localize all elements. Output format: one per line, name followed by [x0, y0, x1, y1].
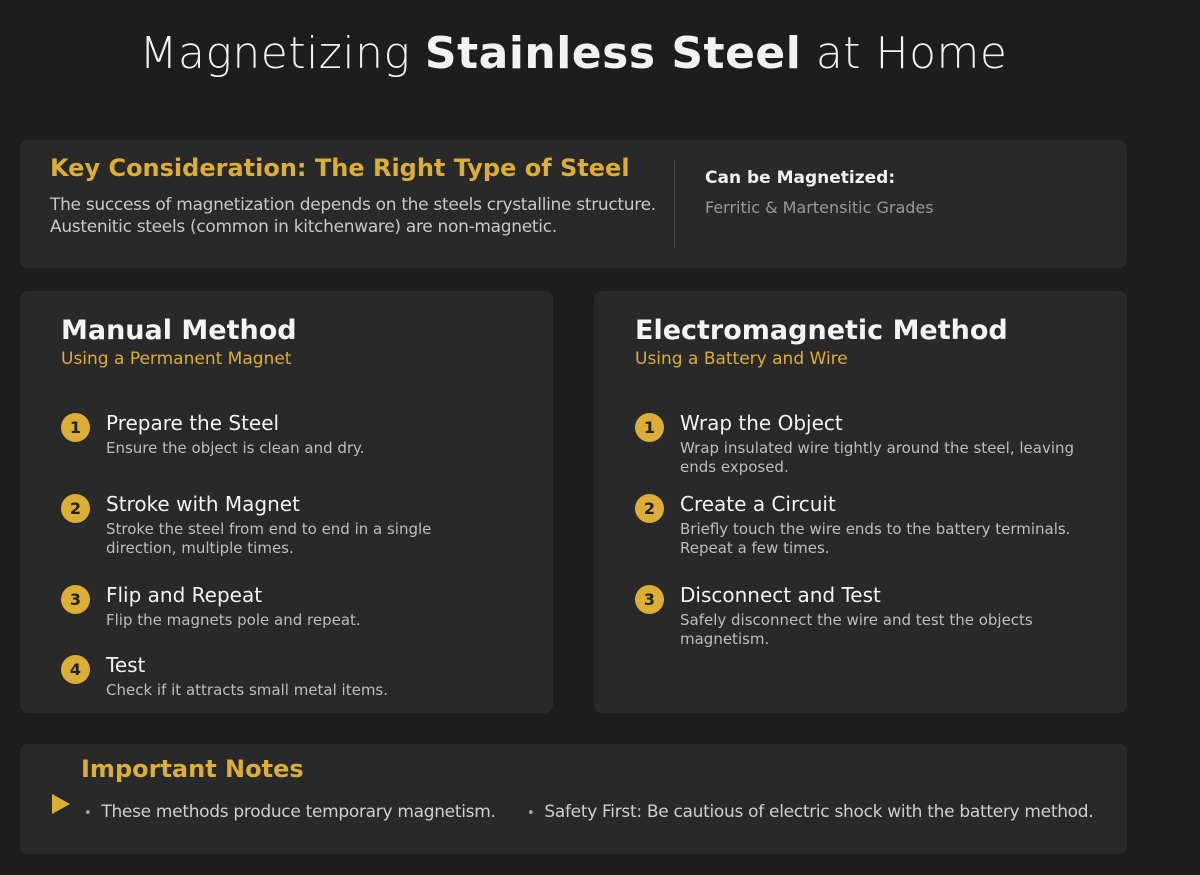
- method-subtitle: Using a Battery and Wire: [635, 349, 848, 369]
- note-item: • Safety First: Be cautious of electric shock with the battery method.: [527, 802, 1093, 822]
- title-post: at Home: [801, 28, 1008, 79]
- step-number: 2: [61, 494, 90, 523]
- step-title: Flip and Repeat: [106, 583, 263, 607]
- step-title: Wrap the Object: [680, 411, 843, 435]
- step-desc: Flip the magnets pole and repeat.: [106, 611, 361, 629]
- page-title: [0, 28, 1147, 79]
- can-magnetize-label: Can be Magnetized:: [705, 168, 896, 188]
- step-desc: Stroke the steel from end to end in a single direction, multiple times.: [106, 520, 432, 557]
- step-number: 3: [635, 585, 664, 614]
- step-number: 4: [61, 655, 90, 684]
- step-number: 2: [635, 494, 664, 523]
- step-title: Test: [106, 653, 146, 677]
- step-title: Disconnect and Test: [680, 583, 881, 607]
- play-arrow-icon: [52, 794, 70, 814]
- title-bold: Stainless Steel: [424, 28, 802, 79]
- notes-heading: Important Notes: [81, 755, 304, 783]
- key-consideration-card: [20, 140, 1127, 268]
- electromagnetic-method-card: [594, 291, 1127, 713]
- manual-method-card: [20, 291, 553, 713]
- step-desc: Wrap insulated wire tightly around the steel, leaving ends exposed.: [680, 439, 1075, 476]
- step-number: 1: [635, 413, 664, 442]
- method-subtitle: Using a Permanent Magnet: [61, 349, 292, 369]
- note-item: • These methods produce temporary magnetism.: [84, 802, 496, 822]
- divider: [674, 160, 675, 248]
- step-number: 3: [61, 585, 90, 614]
- key-heading: Key Consideration: The Right Type of Steel: [50, 154, 630, 182]
- step-title: Stroke with Magnet: [106, 492, 300, 516]
- method-title: Manual Method: [61, 315, 297, 346]
- step-desc: Check if it attracts small metal items.: [106, 681, 389, 699]
- key-description: The success of magnetization depends on the steels crystalline structure. Austenitic steels (common in kitchenware) are non-magnetic.: [50, 195, 656, 237]
- step-title: Prepare the Steel: [106, 411, 280, 435]
- step-desc: Safely disconnect the wire and test the objects magnetism.: [680, 611, 1033, 648]
- important-notes-card: [20, 744, 1127, 854]
- step-title: Create a Circuit: [680, 492, 836, 516]
- title-pre: Magnetizing: [139, 28, 425, 79]
- method-title: Electromagnetic Method: [635, 315, 1008, 346]
- step-number: 1: [61, 413, 90, 442]
- can-magnetize-value: Ferritic & Martensitic Grades: [705, 198, 934, 217]
- step-desc: Ensure the object is clean and dry.: [106, 439, 365, 457]
- step-desc: Briefly touch the wire ends to the battery terminals. Repeat a few times.: [680, 520, 1071, 557]
